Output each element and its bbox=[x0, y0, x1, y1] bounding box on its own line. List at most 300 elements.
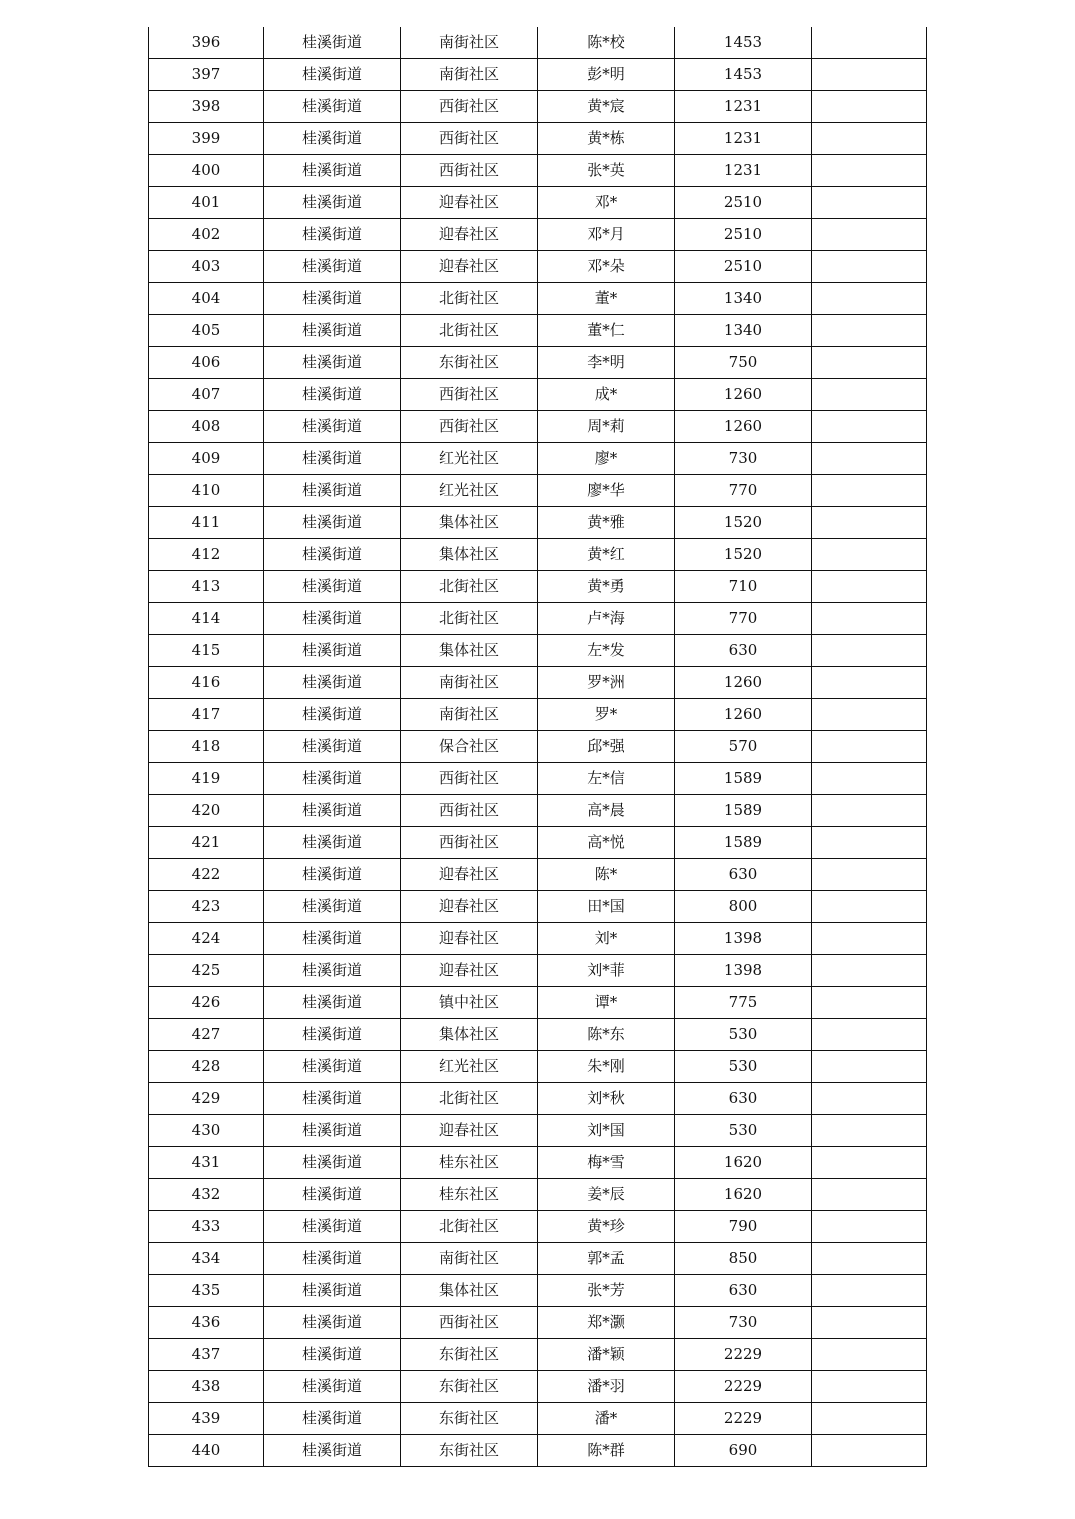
name-cell: 董* bbox=[538, 283, 675, 315]
amount-cell: 1260 bbox=[675, 411, 812, 443]
amount-cell: 2229 bbox=[675, 1403, 812, 1435]
community-cell: 迎春社区 bbox=[401, 955, 538, 987]
row-number-cell: 400 bbox=[149, 155, 264, 187]
table-row bbox=[149, 411, 927, 443]
remark-cell bbox=[812, 731, 927, 763]
street-cell: 桂溪街道 bbox=[264, 123, 401, 155]
table-row bbox=[149, 1051, 927, 1083]
street-cell: 桂溪街道 bbox=[264, 571, 401, 603]
remark-cell bbox=[812, 1435, 927, 1467]
community-cell: 西街社区 bbox=[401, 379, 538, 411]
street-cell: 桂溪街道 bbox=[264, 59, 401, 91]
community-cell: 集体社区 bbox=[401, 507, 538, 539]
table-row bbox=[149, 219, 927, 251]
row-number-cell: 439 bbox=[149, 1403, 264, 1435]
community-cell: 北街社区 bbox=[401, 1083, 538, 1115]
street-cell: 桂溪街道 bbox=[264, 411, 401, 443]
name-cell: 周*莉 bbox=[538, 411, 675, 443]
remark-cell bbox=[812, 1179, 927, 1211]
table-row bbox=[149, 1243, 927, 1275]
community-cell: 迎春社区 bbox=[401, 923, 538, 955]
table-row bbox=[149, 1179, 927, 1211]
remark-cell bbox=[812, 59, 927, 91]
community-cell: 北街社区 bbox=[401, 603, 538, 635]
remark-cell bbox=[812, 475, 927, 507]
amount-cell: 1398 bbox=[675, 923, 812, 955]
row-number-cell: 434 bbox=[149, 1243, 264, 1275]
street-cell: 桂溪街道 bbox=[264, 1371, 401, 1403]
remark-cell bbox=[812, 91, 927, 123]
name-cell: 罗*洲 bbox=[538, 667, 675, 699]
row-number-cell: 396 bbox=[149, 27, 264, 59]
community-cell: 集体社区 bbox=[401, 635, 538, 667]
remark-cell bbox=[812, 1147, 927, 1179]
remark-cell bbox=[812, 1275, 927, 1307]
remark-cell bbox=[812, 1019, 927, 1051]
street-cell: 桂溪街道 bbox=[264, 667, 401, 699]
community-cell: 红光社区 bbox=[401, 475, 538, 507]
amount-cell: 1260 bbox=[675, 667, 812, 699]
street-cell: 桂溪街道 bbox=[264, 699, 401, 731]
table-row bbox=[149, 603, 927, 635]
row-number-cell: 432 bbox=[149, 1179, 264, 1211]
community-cell: 桂东社区 bbox=[401, 1147, 538, 1179]
remark-cell bbox=[812, 603, 927, 635]
remark-cell bbox=[812, 763, 927, 795]
amount-cell: 630 bbox=[675, 1275, 812, 1307]
table-body bbox=[149, 27, 927, 1467]
remark-cell bbox=[812, 1307, 927, 1339]
street-cell: 桂溪街道 bbox=[264, 1051, 401, 1083]
row-number-cell: 420 bbox=[149, 795, 264, 827]
table-row bbox=[149, 91, 927, 123]
community-cell: 西街社区 bbox=[401, 155, 538, 187]
amount-cell: 1231 bbox=[675, 123, 812, 155]
name-cell: 刘* bbox=[538, 923, 675, 955]
remark-cell bbox=[812, 1115, 927, 1147]
remark-cell bbox=[812, 379, 927, 411]
row-number-cell: 409 bbox=[149, 443, 264, 475]
street-cell: 桂溪街道 bbox=[264, 635, 401, 667]
amount-cell: 2510 bbox=[675, 187, 812, 219]
community-cell: 西街社区 bbox=[401, 123, 538, 155]
name-cell: 廖*华 bbox=[538, 475, 675, 507]
amount-cell: 530 bbox=[675, 1051, 812, 1083]
row-number-cell: 419 bbox=[149, 763, 264, 795]
remark-cell bbox=[812, 1371, 927, 1403]
name-cell: 刘*菲 bbox=[538, 955, 675, 987]
remark-cell bbox=[812, 251, 927, 283]
table-row bbox=[149, 1019, 927, 1051]
row-number-cell: 403 bbox=[149, 251, 264, 283]
community-cell: 西街社区 bbox=[401, 795, 538, 827]
name-cell: 张*芳 bbox=[538, 1275, 675, 1307]
community-cell: 镇中社区 bbox=[401, 987, 538, 1019]
table-row bbox=[149, 571, 927, 603]
table-row bbox=[149, 507, 927, 539]
table-row bbox=[149, 1275, 927, 1307]
row-number-cell: 429 bbox=[149, 1083, 264, 1115]
row-number-cell: 413 bbox=[149, 571, 264, 603]
table-row bbox=[149, 475, 927, 507]
row-number-cell: 436 bbox=[149, 1307, 264, 1339]
remark-cell bbox=[812, 1051, 927, 1083]
amount-cell: 1620 bbox=[675, 1179, 812, 1211]
street-cell: 桂溪街道 bbox=[264, 795, 401, 827]
row-number-cell: 405 bbox=[149, 315, 264, 347]
row-number-cell: 401 bbox=[149, 187, 264, 219]
table-row bbox=[149, 1435, 927, 1467]
street-cell: 桂溪街道 bbox=[264, 923, 401, 955]
community-cell: 北街社区 bbox=[401, 315, 538, 347]
row-number-cell: 412 bbox=[149, 539, 264, 571]
name-cell: 廖* bbox=[538, 443, 675, 475]
row-number-cell: 438 bbox=[149, 1371, 264, 1403]
name-cell: 潘*颖 bbox=[538, 1339, 675, 1371]
name-cell: 董*仁 bbox=[538, 315, 675, 347]
name-cell: 成* bbox=[538, 379, 675, 411]
name-cell: 罗* bbox=[538, 699, 675, 731]
street-cell: 桂溪街道 bbox=[264, 475, 401, 507]
table-row bbox=[149, 763, 927, 795]
amount-cell: 1589 bbox=[675, 827, 812, 859]
row-number-cell: 408 bbox=[149, 411, 264, 443]
table-row bbox=[149, 1403, 927, 1435]
table-row bbox=[149, 283, 927, 315]
name-cell: 谭* bbox=[538, 987, 675, 1019]
row-number-cell: 407 bbox=[149, 379, 264, 411]
community-cell: 桂东社区 bbox=[401, 1179, 538, 1211]
community-cell: 西街社区 bbox=[401, 411, 538, 443]
name-cell: 陈* bbox=[538, 859, 675, 891]
community-cell: 西街社区 bbox=[401, 91, 538, 123]
name-cell: 陈*东 bbox=[538, 1019, 675, 1051]
community-cell: 集体社区 bbox=[401, 1275, 538, 1307]
table-row bbox=[149, 987, 927, 1019]
table-row bbox=[149, 1307, 927, 1339]
community-cell: 迎春社区 bbox=[401, 251, 538, 283]
remark-cell bbox=[812, 923, 927, 955]
table-row bbox=[149, 123, 927, 155]
remark-cell bbox=[812, 219, 927, 251]
street-cell: 桂溪街道 bbox=[264, 91, 401, 123]
community-cell: 南街社区 bbox=[401, 59, 538, 91]
name-cell: 左*信 bbox=[538, 763, 675, 795]
table-row bbox=[149, 379, 927, 411]
street-cell: 桂溪街道 bbox=[264, 539, 401, 571]
community-cell: 迎春社区 bbox=[401, 1115, 538, 1147]
amount-cell: 750 bbox=[675, 347, 812, 379]
remark-cell bbox=[812, 443, 927, 475]
remark-cell bbox=[812, 1083, 927, 1115]
amount-cell: 2510 bbox=[675, 219, 812, 251]
street-cell: 桂溪街道 bbox=[264, 187, 401, 219]
street-cell: 桂溪街道 bbox=[264, 315, 401, 347]
name-cell: 邓* bbox=[538, 187, 675, 219]
name-cell: 潘* bbox=[538, 1403, 675, 1435]
street-cell: 桂溪街道 bbox=[264, 1403, 401, 1435]
amount-cell: 570 bbox=[675, 731, 812, 763]
street-cell: 桂溪街道 bbox=[264, 891, 401, 923]
table-row bbox=[149, 891, 927, 923]
row-number-cell: 422 bbox=[149, 859, 264, 891]
row-number-cell: 430 bbox=[149, 1115, 264, 1147]
street-cell: 桂溪街道 bbox=[264, 219, 401, 251]
amount-cell: 1589 bbox=[675, 763, 812, 795]
row-number-cell: 423 bbox=[149, 891, 264, 923]
community-cell: 保合社区 bbox=[401, 731, 538, 763]
amount-cell: 2229 bbox=[675, 1371, 812, 1403]
amount-cell: 1340 bbox=[675, 315, 812, 347]
remark-cell bbox=[812, 411, 927, 443]
row-number-cell: 410 bbox=[149, 475, 264, 507]
name-cell: 刘*国 bbox=[538, 1115, 675, 1147]
table-row bbox=[149, 443, 927, 475]
name-cell: 黄*珍 bbox=[538, 1211, 675, 1243]
row-number-cell: 427 bbox=[149, 1019, 264, 1051]
amount-cell: 2229 bbox=[675, 1339, 812, 1371]
community-cell: 东街社区 bbox=[401, 1339, 538, 1371]
table-row bbox=[149, 923, 927, 955]
table-row bbox=[149, 251, 927, 283]
row-number-cell: 421 bbox=[149, 827, 264, 859]
amount-cell: 1340 bbox=[675, 283, 812, 315]
street-cell: 桂溪街道 bbox=[264, 987, 401, 1019]
remark-cell bbox=[812, 667, 927, 699]
row-number-cell: 418 bbox=[149, 731, 264, 763]
community-cell: 北街社区 bbox=[401, 283, 538, 315]
amount-cell: 530 bbox=[675, 1115, 812, 1147]
amount-cell: 775 bbox=[675, 987, 812, 1019]
name-cell: 黄*红 bbox=[538, 539, 675, 571]
amount-cell: 1260 bbox=[675, 699, 812, 731]
name-cell: 高*悦 bbox=[538, 827, 675, 859]
amount-cell: 730 bbox=[675, 443, 812, 475]
remark-cell bbox=[812, 315, 927, 347]
name-cell: 黄*栋 bbox=[538, 123, 675, 155]
remark-cell bbox=[812, 283, 927, 315]
community-cell: 南街社区 bbox=[401, 667, 538, 699]
table-row bbox=[149, 347, 927, 379]
amount-cell: 1231 bbox=[675, 155, 812, 187]
name-cell: 朱*刚 bbox=[538, 1051, 675, 1083]
street-cell: 桂溪街道 bbox=[264, 1179, 401, 1211]
row-number-cell: 404 bbox=[149, 283, 264, 315]
name-cell: 刘*秋 bbox=[538, 1083, 675, 1115]
amount-cell: 770 bbox=[675, 603, 812, 635]
row-number-cell: 425 bbox=[149, 955, 264, 987]
amount-cell: 1231 bbox=[675, 91, 812, 123]
table-row bbox=[149, 667, 927, 699]
street-cell: 桂溪街道 bbox=[264, 1019, 401, 1051]
name-cell: 陈*校 bbox=[538, 27, 675, 59]
name-cell: 左*发 bbox=[538, 635, 675, 667]
street-cell: 桂溪街道 bbox=[264, 507, 401, 539]
row-number-cell: 399 bbox=[149, 123, 264, 155]
remark-cell bbox=[812, 155, 927, 187]
community-cell: 西街社区 bbox=[401, 1307, 538, 1339]
row-number-cell: 398 bbox=[149, 91, 264, 123]
table-row bbox=[149, 1371, 927, 1403]
community-cell: 南街社区 bbox=[401, 1243, 538, 1275]
street-cell: 桂溪街道 bbox=[264, 1147, 401, 1179]
community-cell: 南街社区 bbox=[401, 27, 538, 59]
row-number-cell: 414 bbox=[149, 603, 264, 635]
community-cell: 北街社区 bbox=[401, 571, 538, 603]
street-cell: 桂溪街道 bbox=[264, 1243, 401, 1275]
street-cell: 桂溪街道 bbox=[264, 1339, 401, 1371]
name-cell: 高*晨 bbox=[538, 795, 675, 827]
street-cell: 桂溪街道 bbox=[264, 1115, 401, 1147]
community-cell: 西街社区 bbox=[401, 827, 538, 859]
name-cell: 邓*月 bbox=[538, 219, 675, 251]
community-cell: 迎春社区 bbox=[401, 891, 538, 923]
remark-cell bbox=[812, 1339, 927, 1371]
name-cell: 李*明 bbox=[538, 347, 675, 379]
remark-cell bbox=[812, 539, 927, 571]
table-row bbox=[149, 1147, 927, 1179]
community-cell: 红光社区 bbox=[401, 1051, 538, 1083]
amount-cell: 730 bbox=[675, 1307, 812, 1339]
remark-cell bbox=[812, 507, 927, 539]
street-cell: 桂溪街道 bbox=[264, 1083, 401, 1115]
table-row bbox=[149, 699, 927, 731]
community-cell: 东街社区 bbox=[401, 1403, 538, 1435]
data-table bbox=[148, 27, 927, 1467]
street-cell: 桂溪街道 bbox=[264, 27, 401, 59]
table-row bbox=[149, 1339, 927, 1371]
amount-cell: 800 bbox=[675, 891, 812, 923]
table-row bbox=[149, 731, 927, 763]
remark-cell bbox=[812, 891, 927, 923]
table-row bbox=[149, 155, 927, 187]
row-number-cell: 426 bbox=[149, 987, 264, 1019]
amount-cell: 630 bbox=[675, 1083, 812, 1115]
row-number-cell: 416 bbox=[149, 667, 264, 699]
row-number-cell: 437 bbox=[149, 1339, 264, 1371]
table-row bbox=[149, 859, 927, 891]
community-cell: 东街社区 bbox=[401, 347, 538, 379]
amount-cell: 690 bbox=[675, 1435, 812, 1467]
name-cell: 田*国 bbox=[538, 891, 675, 923]
remark-cell bbox=[812, 955, 927, 987]
street-cell: 桂溪街道 bbox=[264, 955, 401, 987]
table-row bbox=[149, 539, 927, 571]
row-number-cell: 402 bbox=[149, 219, 264, 251]
row-number-cell: 431 bbox=[149, 1147, 264, 1179]
remark-cell bbox=[812, 1243, 927, 1275]
street-cell: 桂溪街道 bbox=[264, 763, 401, 795]
community-cell: 集体社区 bbox=[401, 539, 538, 571]
table-row bbox=[149, 1211, 927, 1243]
name-cell: 郭*孟 bbox=[538, 1243, 675, 1275]
remark-cell bbox=[812, 1403, 927, 1435]
remark-cell bbox=[812, 571, 927, 603]
remark-cell bbox=[812, 123, 927, 155]
remark-cell bbox=[812, 859, 927, 891]
amount-cell: 1520 bbox=[675, 539, 812, 571]
amount-cell: 1453 bbox=[675, 27, 812, 59]
table-row bbox=[149, 27, 927, 59]
name-cell: 邓*朵 bbox=[538, 251, 675, 283]
street-cell: 桂溪街道 bbox=[264, 443, 401, 475]
amount-cell: 630 bbox=[675, 635, 812, 667]
amount-cell: 1453 bbox=[675, 59, 812, 91]
row-number-cell: 424 bbox=[149, 923, 264, 955]
community-cell: 集体社区 bbox=[401, 1019, 538, 1051]
street-cell: 桂溪街道 bbox=[264, 155, 401, 187]
amount-cell: 1589 bbox=[675, 795, 812, 827]
street-cell: 桂溪街道 bbox=[264, 283, 401, 315]
remark-cell bbox=[812, 795, 927, 827]
remark-cell bbox=[812, 827, 927, 859]
name-cell: 黄*宸 bbox=[538, 91, 675, 123]
row-number-cell: 433 bbox=[149, 1211, 264, 1243]
name-cell: 潘*羽 bbox=[538, 1371, 675, 1403]
amount-cell: 1520 bbox=[675, 507, 812, 539]
amount-cell: 1620 bbox=[675, 1147, 812, 1179]
name-cell: 姜*辰 bbox=[538, 1179, 675, 1211]
name-cell: 彭*明 bbox=[538, 59, 675, 91]
street-cell: 桂溪街道 bbox=[264, 731, 401, 763]
amount-cell: 530 bbox=[675, 1019, 812, 1051]
street-cell: 桂溪街道 bbox=[264, 1211, 401, 1243]
row-number-cell: 440 bbox=[149, 1435, 264, 1467]
community-cell: 西街社区 bbox=[401, 763, 538, 795]
community-cell: 东街社区 bbox=[401, 1371, 538, 1403]
street-cell: 桂溪街道 bbox=[264, 1435, 401, 1467]
remark-cell bbox=[812, 187, 927, 219]
remark-cell bbox=[812, 635, 927, 667]
remark-cell bbox=[812, 1211, 927, 1243]
community-cell: 迎春社区 bbox=[401, 219, 538, 251]
community-cell: 迎春社区 bbox=[401, 187, 538, 219]
table-row bbox=[149, 59, 927, 91]
row-number-cell: 406 bbox=[149, 347, 264, 379]
remark-cell bbox=[812, 27, 927, 59]
amount-cell: 770 bbox=[675, 475, 812, 507]
name-cell: 陈*群 bbox=[538, 1435, 675, 1467]
name-cell: 黄*勇 bbox=[538, 571, 675, 603]
row-number-cell: 397 bbox=[149, 59, 264, 91]
remark-cell bbox=[812, 987, 927, 1019]
row-number-cell: 411 bbox=[149, 507, 264, 539]
name-cell: 邱*强 bbox=[538, 731, 675, 763]
amount-cell: 2510 bbox=[675, 251, 812, 283]
amount-cell: 850 bbox=[675, 1243, 812, 1275]
row-number-cell: 428 bbox=[149, 1051, 264, 1083]
row-number-cell: 417 bbox=[149, 699, 264, 731]
row-number-cell: 435 bbox=[149, 1275, 264, 1307]
street-cell: 桂溪街道 bbox=[264, 859, 401, 891]
community-cell: 迎春社区 bbox=[401, 859, 538, 891]
table-row bbox=[149, 1083, 927, 1115]
amount-cell: 1398 bbox=[675, 955, 812, 987]
street-cell: 桂溪街道 bbox=[264, 603, 401, 635]
table-row bbox=[149, 827, 927, 859]
community-cell: 南街社区 bbox=[401, 699, 538, 731]
amount-cell: 630 bbox=[675, 859, 812, 891]
name-cell: 张*英 bbox=[538, 155, 675, 187]
name-cell: 梅*雪 bbox=[538, 1147, 675, 1179]
table-row bbox=[149, 955, 927, 987]
street-cell: 桂溪街道 bbox=[264, 1307, 401, 1339]
amount-cell: 710 bbox=[675, 571, 812, 603]
street-cell: 桂溪街道 bbox=[264, 379, 401, 411]
street-cell: 桂溪街道 bbox=[264, 827, 401, 859]
community-cell: 东街社区 bbox=[401, 1435, 538, 1467]
community-cell: 红光社区 bbox=[401, 443, 538, 475]
